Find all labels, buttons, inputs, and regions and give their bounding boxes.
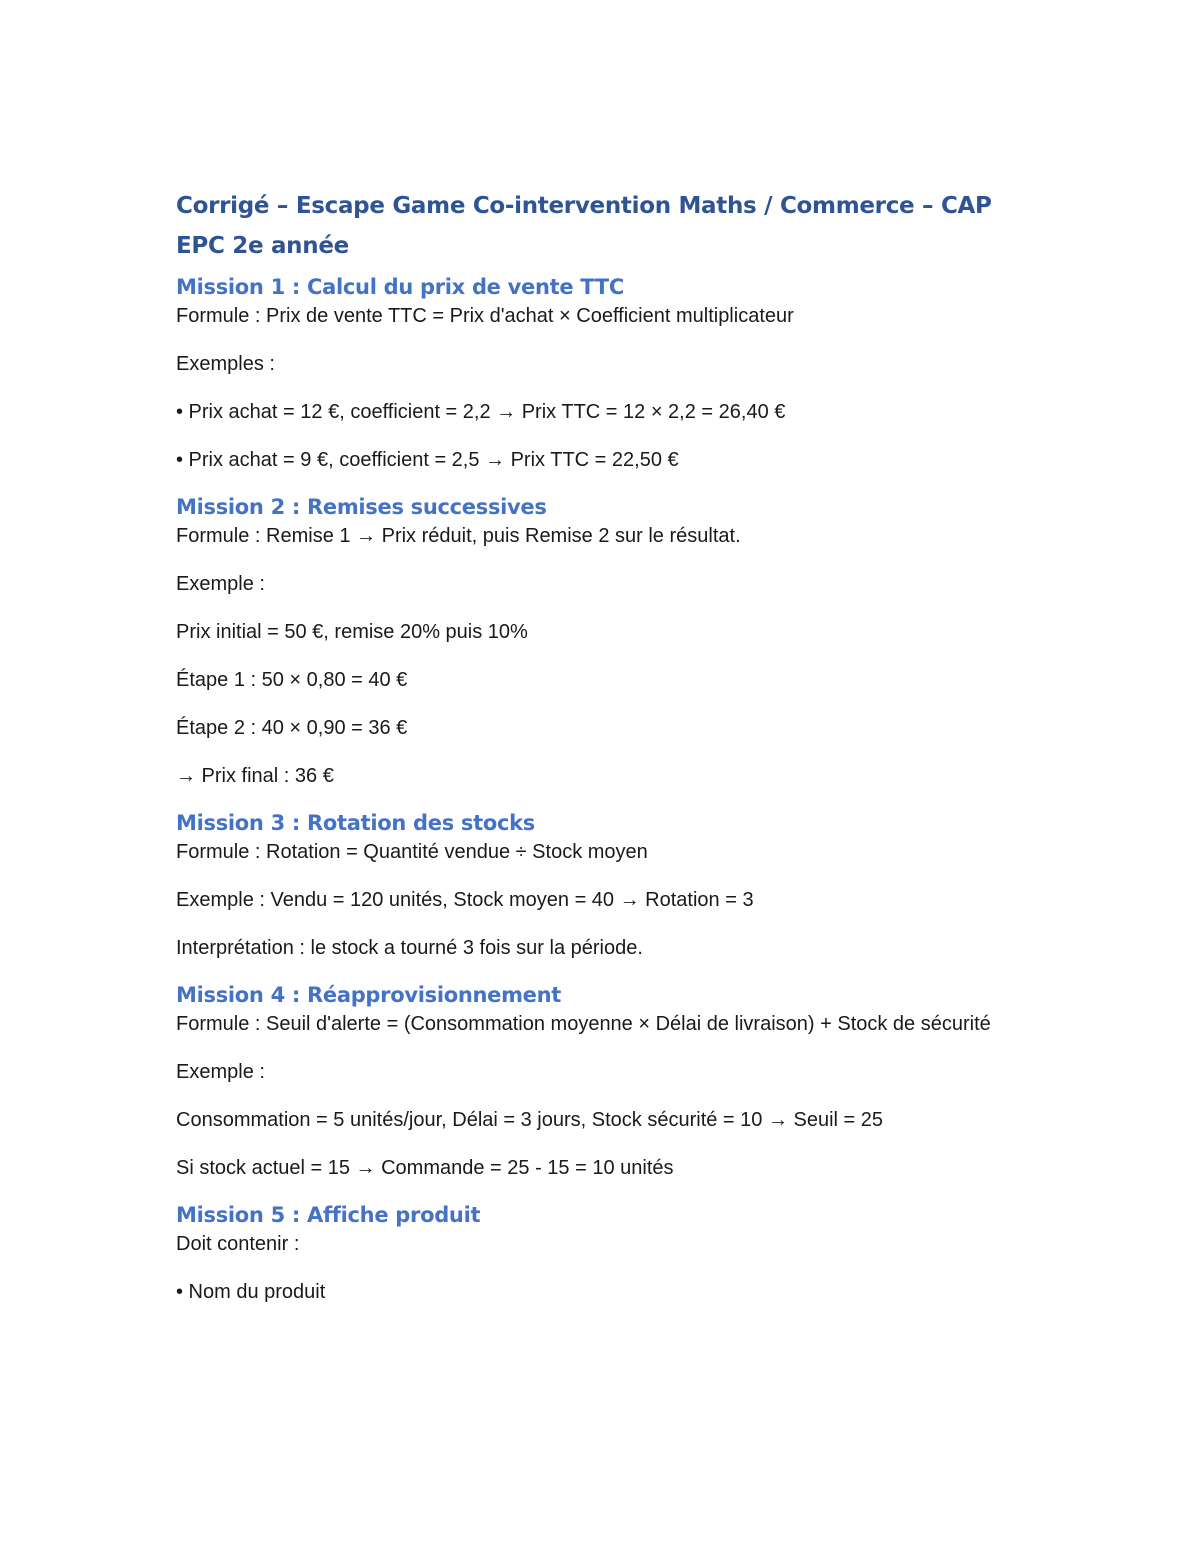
list-item: • Nom du produit <box>176 1281 326 1303</box>
paragraph: Formule : Seuil d'alerte = (Consommation moyenne × Délai de livraison) + Stock de sécurité <box>176 1013 991 1035</box>
paragraph: Consommation = 5 unités/jour, Délai = 3 jours, Stock sécurité = 10 → Seuil = 25 <box>176 1109 884 1131</box>
paragraph: Exemple : <box>176 1061 265 1083</box>
section-heading: Mission 4 : Réapprovisionnement <box>176 983 562 1007</box>
paragraph: Doit contenir : <box>176 1233 300 1255</box>
paragraph: Formule : Prix de vente TTC = Prix d'achat × Coefficient multiplicateur <box>176 305 794 327</box>
section-heading: Mission 1 : Calcul du prix de vente TTC <box>176 275 624 299</box>
paragraph: Exemple : Vendu = 120 unités, Stock moyen = 40 → Rotation = 3 <box>176 889 754 911</box>
paragraph: Exemples : <box>176 353 275 375</box>
section-heading: Mission 2 : Remises successives <box>176 495 547 519</box>
section-heading: Mission 5 : Affiche produit <box>176 1203 481 1227</box>
section-mission-5 <box>176 1200 1024 1306</box>
paragraph: Étape 1 : 50 × 0,80 = 40 € <box>176 669 408 691</box>
paragraph: Étape 2 : 40 × 0,90 = 36 € <box>176 717 408 739</box>
paragraph: Prix initial = 50 €, remise 20% puis 10% <box>176 621 528 643</box>
document-page <box>176 186 1024 1324</box>
list-item: • Prix achat = 12 €, coefficient = 2,2 → Prix TTC = 12 × 2,2 = 26,40 € <box>176 401 786 423</box>
paragraph: Si stock actuel = 15 → Commande = 25 - 15 = 10 unités <box>176 1157 674 1179</box>
section-mission-3 <box>176 808 1024 962</box>
section-mission-1 <box>176 272 1024 474</box>
paragraph: Interprétation : le stock a tourné 3 fois sur la période. <box>176 937 643 959</box>
section-heading: Mission 3 : Rotation des stocks <box>176 811 536 835</box>
list-item: • Prix achat = 9 €, coefficient = 2,5 → Prix TTC = 22,50 € <box>176 449 679 471</box>
paragraph: Formule : Remise 1 → Prix réduit, puis Remise 2 sur le résultat. <box>176 525 741 547</box>
section-mission-2 <box>176 492 1024 790</box>
paragraph: Formule : Rotation = Quantité vendue ÷ Stock moyen <box>176 841 648 863</box>
paragraph: Exemple : <box>176 573 265 595</box>
paragraph: → Prix final : 36 € <box>176 765 334 787</box>
section-mission-4 <box>176 980 1024 1182</box>
document-title: Corrigé – Escape Game Co-intervention Maths / Commerce – CAP EPC 2e année <box>176 193 992 259</box>
